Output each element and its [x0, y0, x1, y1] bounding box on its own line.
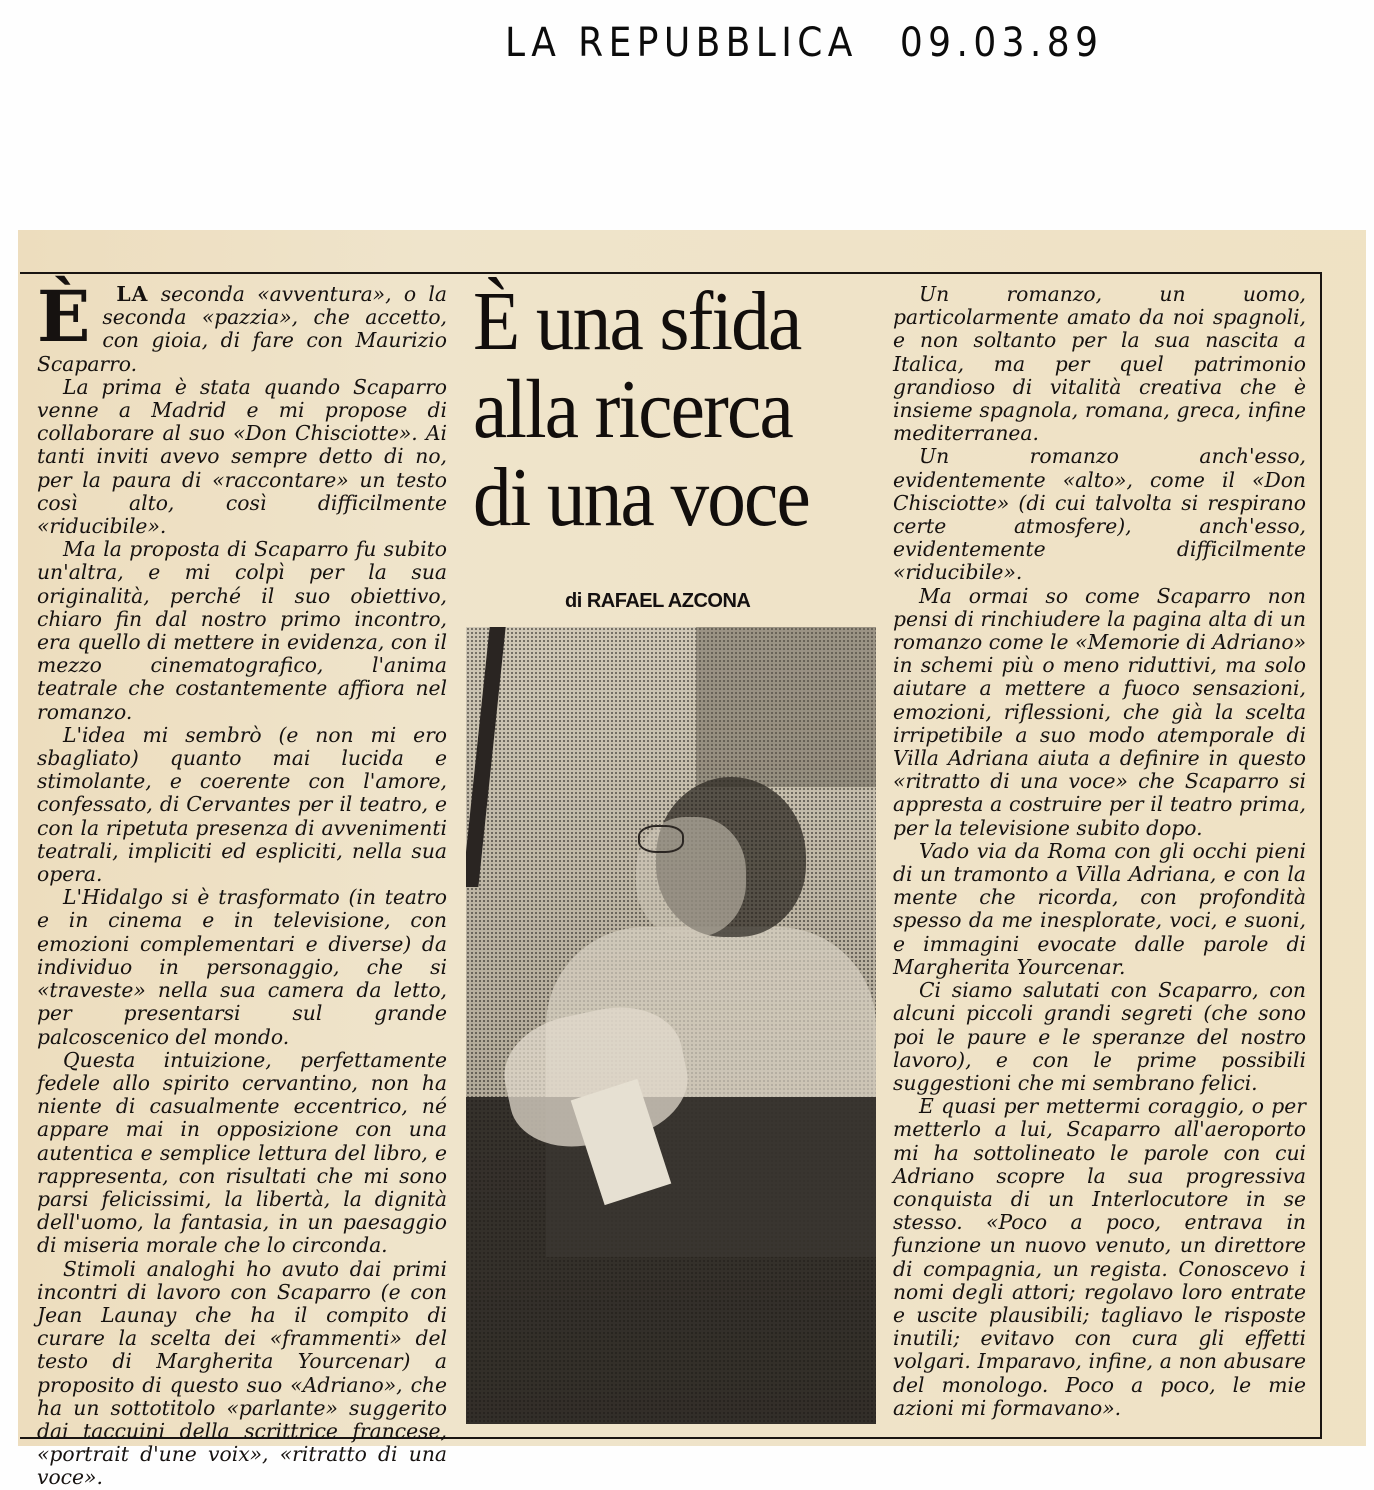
paragraph: E quasi per mettermi coraggio, o per metterlo a lui, Scaparro all'aeroporto mi ha sottolineato le parole con cui Adriano scopre la sua progressiva conquista di un Interlocutore in se stesso. «Poco a poco, entrava in funzione un nuovo venuto, un direttore di compagnia, un regista. Conoscevo i nomi degli attori; regolavo loro entrate e uscite plausibili; tagliavo le risposte inutili; evitavo con cura gli effetti volgari. Imparavo, infine, a non abusare del monologo. Poco a poco, le mie azioni mi formavano». [893, 1094, 1306, 1420]
headline [473, 275, 850, 544]
paragraph: L'idea mi sembrò (e non mi ero sbagliato) quanto mai lucida e stimolante, e coerente con l'amore, confessato, di Cervantes per il teatro, e con la ripetuta presenza di avvenimenti teatrali, impliciti ed espliciti, nella sua opera. [37, 722, 447, 887]
handwritten-source-note [505, 20, 1135, 80]
right-column [893, 283, 1306, 1420]
opening-paragraph [37, 275, 448, 376]
paragraph: Vado via da Roma con gli occhi pieni di un tramonto a Villa Adriana, e con la mente che ricorda, con profondità spesso da me inesplorate, voci, e suoni, e immagini evocate dalle parole di Margherita Yourcenar. [893, 838, 1306, 979]
left-column [37, 275, 448, 1490]
paragraph: L'Hidalgo si è trasformato (in teatro e in cinema e in televisione, con emozioni complementari e diverse) da individuo in personaggio, che si «traveste» nella sua camera da letto, per presentarsi sul grande palcoscenico del mondo. [37, 885, 447, 1049]
frame-rule-right [1320, 272, 1322, 1439]
headline-line: È una sfida [473, 275, 801, 368]
photo-stand-shape [466, 627, 506, 887]
paragraph: Ci siamo salutati con Scaparro, con alcuni piccoli grandi segreti (che sono poi le paure e le speranze del nostro lavoro), e con le prime possibili suggestioni che mi sembrano felici. [893, 978, 1306, 1095]
drop-cap: È [37, 275, 91, 358]
paragraph: Ma la proposta di Scaparro fu subito un'altra, e mi colpì per la sua originalità, perché il suo obiettivo, chiaro fin dal nostro primo incontro, era quello di mettere in evidenza, con il mezzo cinematografico, l'anima teatrale che costantemente affiora nel romanzo. [37, 537, 447, 724]
headline-line: di una voce [473, 451, 809, 544]
portrait-photo-icon [466, 627, 876, 1424]
newspaper-name: LA REPUBBLICA [505, 20, 858, 66]
clipping-date: 09.03.89 [899, 20, 1104, 66]
paragraph: Stimoli analoghi ho avuto dai primi incontri di lavoro con Scaparro (e con Jean Launay che ha il compito di curare la scelta dei «frammenti» del testo di Margherita Yourcenar) a proposito di questo suo «Adriano», che ha un sottotitolo «parlante» suggerito dai taccuini della scrittrice francese, «portrait d'une voix», «ritratto di una voce». [37, 1256, 447, 1490]
paragraph: Questa intuizione, perfettamente fedele allo spirito cervantino, non ha niente di casualmente eccentrico, né appare mai in opposizione con una autentica e semplice lettura del libro, e rappresenta, con risultati che mi sono parsi felicissimi, la libertà, la dignità dell'uomo, la fantasia, in un paesaggio di miseria morale che lo circonda. [37, 1047, 447, 1258]
paragraph: La prima è stata quando Scaparro venne a Madrid e mi propose di collaborare al suo «Don Chisciotte». Ai tanti inviti avevo sempre detto di no, per la paura di «raccontare» un testo così alto, così difficilmente «riducibile». [37, 374, 447, 539]
paragraph: Ma ormai so come Scaparro non pensi di rinchiudere la pagina alta di un romanzo come le «Memorie di Adriano» in schemi più o meno riduttivi, ma solo aiutare a mettere a fuoco sensazioni, emozioni, riflessioni, che già la scelta irripetibile a suo modo atemporale di Villa Adriana aiuta a definire in questo «ritratto di una voce» che Scaparro si appresta a costruire per il teatro prima, per la televisione subito dopo. [893, 583, 1306, 840]
photo-window-shape [696, 627, 876, 787]
headline-line: alla ricerca [473, 363, 792, 456]
paragraph-text: seconda «avventura», o la seconda «pazzia», che accetto, con gioia, di fare con Maurizio Scaparro. [37, 282, 448, 376]
paragraph: Un romanzo anch'esso, evidentemente «alto», come il «Don Chisciotte» (di cui talvolta si respirano certe atmosfere), anch'esso, evidentemente difficilmente «riducibile». [893, 444, 1306, 585]
photo-glasses-shape [638, 825, 684, 853]
photo-table-shape [466, 1097, 876, 1424]
paragraph: Un romanzo, un uomo, particolarmente amato da noi spagnoli, e non soltanto per la sua nascita a Italica, ma per quel patrimonio grandioso di vitalità creativa che è insieme spagnola, romana, greca, infine mediterranea. [893, 282, 1306, 446]
frame-rule-top [20, 272, 1322, 274]
byline: di RAFAEL AZCONA [565, 590, 751, 612]
lead-caps: LA [116, 282, 149, 306]
